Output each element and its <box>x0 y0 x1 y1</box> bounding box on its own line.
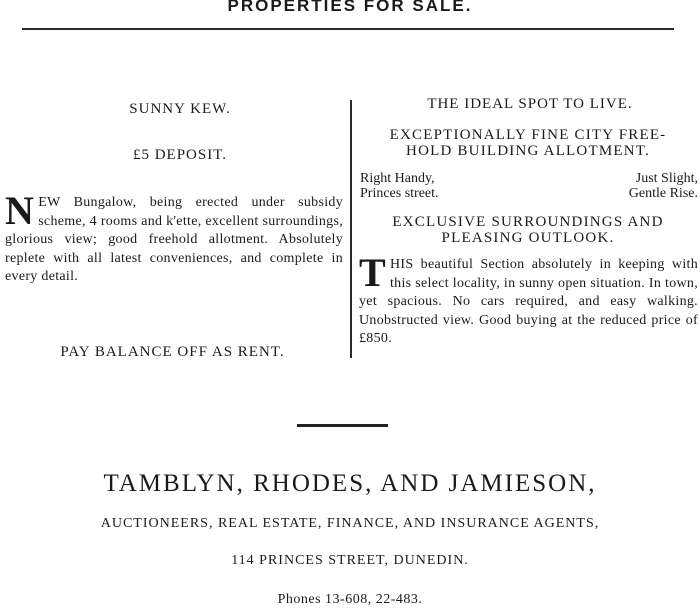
right-ad-features <box>360 171 698 201</box>
feature-right-line2: Gentle Rise. <box>628 186 698 201</box>
right-ad-heading2-line1: EXCLUSIVE SURROUNDINGS AND <box>392 214 664 230</box>
right-ad-heading2-line2: PLEASING OUTLOOK. <box>441 230 615 246</box>
left-ad-body-block <box>5 188 343 287</box>
feature-left-line2: Princes street. <box>360 186 439 201</box>
right-ad-subtitle <box>358 127 698 159</box>
column-divider <box>350 100 352 358</box>
right-ad-dropcap: T <box>359 250 386 295</box>
right-ad-title: THE IDEAL SPOT TO LIVE. <box>427 96 633 112</box>
right-ad-subtitle-line2: HOLD BUILDING ALLOTMENT. <box>406 143 650 159</box>
right-ad-body-block <box>359 250 698 349</box>
feature-right-line1: Just Slight, <box>635 171 698 186</box>
feature-left-line1: Right Handy, <box>360 171 435 186</box>
firm-phones: Phones 13-608, 22-483. <box>277 592 423 607</box>
page-title: PROPERTIES FOR SALE. <box>227 0 473 15</box>
left-ad-body: EW Bungalow, being erected under subsidy scheme, 4 rooms and k'ette, excellent surroundings, glorious view; good freehold allotment. Absolutely replete with all latest conveniences, and complete in every detail. <box>5 195 343 284</box>
right-ad-heading2 <box>358 214 698 246</box>
left-ad-title: SUNNY KEW. <box>129 101 231 117</box>
firm-agents: AUCTIONEERS, REAL ESTATE, FINANCE, AND INSURANCE AGENTS, <box>100 516 600 531</box>
left-ad-footer: PAY BALANCE OFF AS RENT. <box>60 344 285 360</box>
firm-name: TAMBLYN, RHODES, AND JAMIESON, <box>103 470 597 497</box>
right-ad-subtitle-line1: EXCEPTIONALLY FINE CITY FREE- <box>389 127 667 143</box>
header-rule <box>22 28 674 30</box>
right-ad-body: HIS beautiful Section absolutely in keeping with this select locality, in sunny open situation. In town, yet spacious. No cars required, and easy walking. Unobstructed view. Good buying at the reduced price of £850. <box>359 257 698 346</box>
section-rule <box>297 424 388 427</box>
left-ad-deposit: £5 DEPOSIT. <box>132 147 228 163</box>
left-ad-dropcap: N <box>5 188 35 233</box>
firm-address: 114 PRINCES STREET, DUNEDIN. <box>231 553 469 568</box>
